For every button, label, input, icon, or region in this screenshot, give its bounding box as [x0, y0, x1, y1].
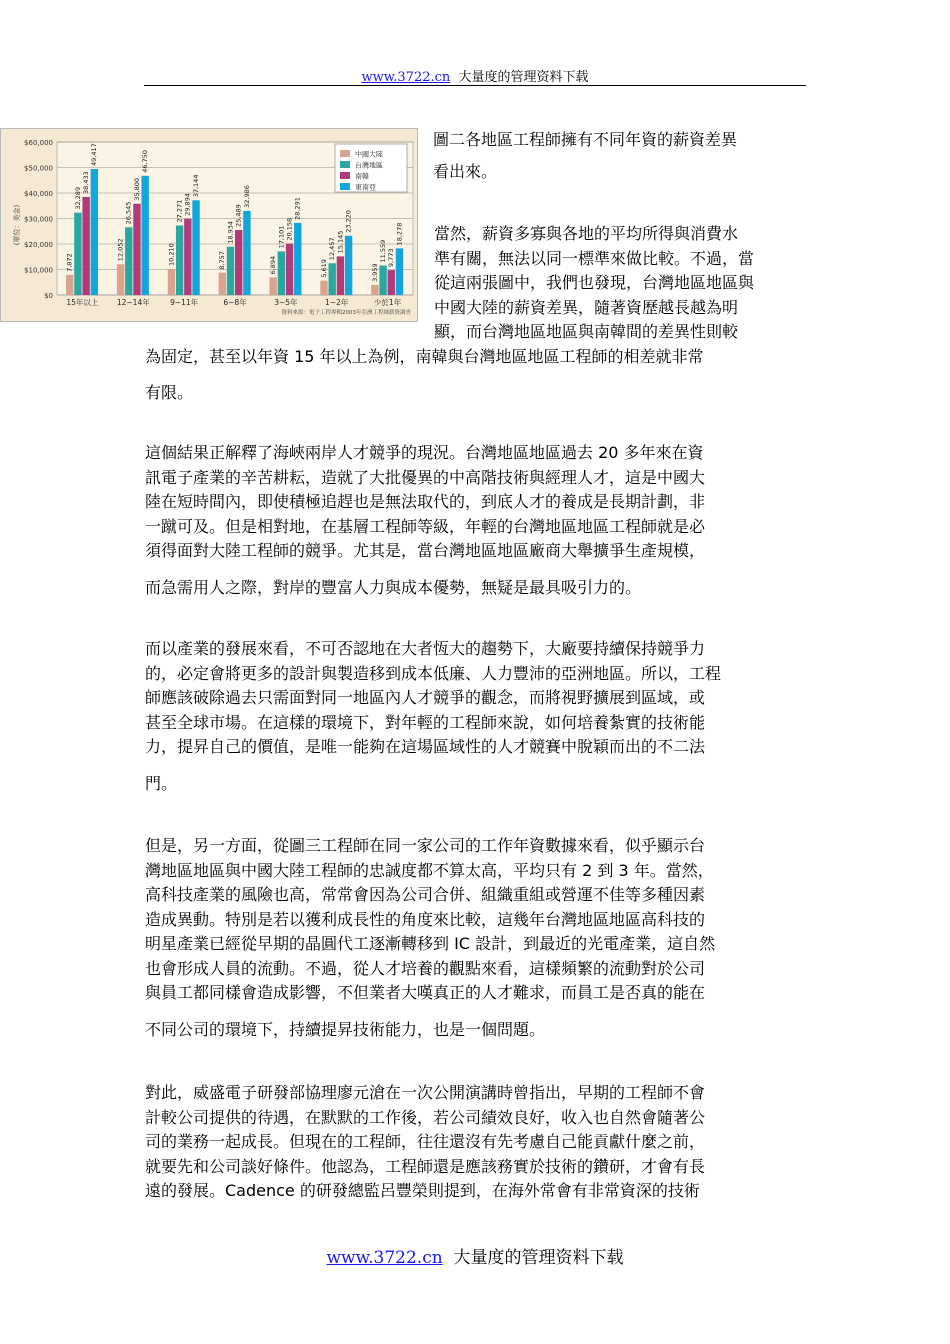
- data-label: 28,291: [293, 197, 302, 220]
- data-label: 6,894: [269, 255, 278, 275]
- data-label: 11,559: [378, 239, 387, 263]
- text-line: 力，提昇自己的價值，是唯一能夠在這場區域性的人才競賽中脫穎而出的不二法: [145, 737, 706, 756]
- legend-label: 東南亞: [355, 183, 376, 192]
- legend-swatch: [340, 172, 350, 179]
- data-label: 26,545: [124, 201, 133, 225]
- footer-text: 大量度的管理资料下载: [453, 1248, 624, 1268]
- data-label: 25,489: [234, 204, 243, 228]
- data-label: 38,433: [82, 171, 91, 194]
- x-tick-label: 12~14年: [116, 298, 150, 307]
- x-tick-label: 1~2年: [325, 298, 349, 307]
- text-line: 對此，威盛電子研發部協理廖元滄在一次公開演講時曾指出，早期的工程師不會: [145, 1083, 706, 1102]
- text-line: 這個結果正解釋了海峽兩岸人才競爭的現況。台灣地區地區過去 20 多年來在資: [145, 443, 704, 462]
- paragraph-1: [145, 222, 807, 406]
- header-text: 大量度的管理资料下载: [458, 70, 589, 85]
- page-header: [0, 66, 950, 85]
- data-label: 23,220: [344, 210, 353, 233]
- data-label: 12,457: [328, 237, 337, 261]
- data-label: 3,959: [370, 263, 379, 282]
- text-line: 而以產業的發展來看，不可否認地在大者恆大的趨勢下，大廠要持續保持競爭力: [145, 639, 706, 658]
- data-label: 18,934: [226, 220, 235, 244]
- y-axis-label: (單位：美金): [13, 204, 21, 246]
- data-label: 8,757: [218, 251, 227, 270]
- paragraph-2: [145, 441, 807, 600]
- data-label: 15,145: [336, 230, 345, 254]
- footer-link[interactable]: www.3722.cn: [326, 1248, 443, 1268]
- data-label: 18,278: [395, 222, 404, 246]
- y-tick-label: $10,000: [24, 266, 53, 275]
- data-label: 37,144: [191, 174, 200, 198]
- text-line: 顯，而台灣地區地區與南韓間的差異性則較: [434, 322, 739, 341]
- legend-label: 台灣地區: [355, 161, 383, 170]
- data-label: 20,158: [285, 217, 294, 241]
- text-line: 訊電子產業的辛苦耕耘，造就了大批優異的中高階技術與經理人才，這是中國大: [145, 467, 706, 487]
- chart-source: 資料來源：電子工程專輯2003年亞洲工程師薪資調查: [281, 310, 411, 316]
- text-line: 與員工都同樣會造成影響，不但業者大嘆真正的人才難求，而員工是否真的能在: [145, 983, 706, 1002]
- data-label: 17,101: [277, 225, 286, 249]
- text-line: 當然，薪資多寡與各地的平均所得與消費水: [434, 224, 739, 243]
- bar: [117, 264, 124, 295]
- bar: [82, 197, 89, 295]
- bar: [133, 204, 140, 295]
- bar: [125, 227, 132, 295]
- text-line: 師應該破除過去只需面對同一地區內人才競爭的觀念，而將視野擴展到區域，或: [145, 688, 706, 707]
- y-tick-label: $20,000: [24, 241, 53, 249]
- text-line: 遠的發展。Cadence 的研發總監呂豐榮則提到，在海外常會有非常資深的技術: [145, 1181, 700, 1200]
- y-tick-label: $40,000: [24, 190, 53, 198]
- data-label: 32,289: [73, 186, 82, 210]
- text-line: 一蹴可及。但是相對地，在基層工程師等級，年輕的台灣地區地區工程師就是必: [145, 516, 706, 536]
- text-line: 陸在短時間內，即使積極追趕也是無法取代的，到底人才的養成是長期計劃，非: [145, 492, 706, 511]
- text-line: 準有關，無法以同一標準來做比較。不過，當: [434, 248, 755, 268]
- data-label: 5,619: [319, 259, 328, 278]
- text-line: 高科技產業的風險也高，常常會因為公司合併、組織重組或營運不佳等多種因素: [145, 885, 706, 904]
- data-label: 9,773: [387, 248, 396, 268]
- text-line: 但是，另一方面，從圖三工程師在同一家公司的工作年資數據來看，似乎顯示台: [145, 836, 706, 855]
- data-label: 7,872: [65, 253, 74, 272]
- x-tick-label: 6~8年: [223, 298, 247, 307]
- x-tick-label: 15年以上: [66, 298, 99, 307]
- text-line: 須得面對大陸工程師的競爭。尤其是，當台灣地區地區廠商大舉擴爭生產規模，: [145, 541, 706, 560]
- data-label: 27,271: [175, 199, 184, 223]
- text-line: 中國大陸的薪資差異，隨著資歷越長越為明: [434, 297, 739, 317]
- y-tick-label: $50,000: [24, 164, 53, 173]
- y-tick-label: $0: [44, 292, 53, 300]
- text-line: 也會形成人員的流動。不過，從人才培養的觀點來看，這樣頻繁的流動對於公司: [145, 958, 706, 978]
- data-label: 32,986: [242, 185, 251, 208]
- text-line: 為固定，甚至以年資 15 年以上為例，南韓與台灣地區地區工程師的相差就非常: [145, 346, 704, 366]
- paragraph-4: [145, 834, 807, 1042]
- text-line: 灣地區地區與中國大陸工程師的忠誠度都不算太高，平均只有 2 到 3 年。當然，: [145, 860, 714, 880]
- text-line: 計較公司提供的待遇，在默默的工作後，若公司績效良好，收入也自然會隨著公: [145, 1107, 706, 1127]
- text-line: 不同公司的環境下，持續提昇技術能力，也是一個問題。: [145, 1019, 546, 1039]
- text-line: 從這兩張圖中，我們也發現，台灣地區地區與: [434, 273, 755, 292]
- x-tick-label: 3~5年: [274, 298, 298, 307]
- y-tick-label: $30,000: [24, 215, 53, 224]
- text-line: 甚至全球市場。在這樣的環境下，對年輕的工程師來說，如何培養紮實的技術能: [145, 712, 706, 732]
- text-line: 明星產業已經從早期的晶圓代工逐漸轉移到 IC 設計，到最近的光電產業，這自然: [145, 934, 716, 953]
- y-tick-label: $60,000: [24, 139, 53, 147]
- text-line: 就要先和公司談好條件。他認為，工程師還是應該務實於技術的鑽研，才會有長: [145, 1156, 706, 1176]
- x-tick-label: 少於1年: [373, 298, 402, 307]
- text-line: 司的業務一起成長。但現在的工程師，往往還沒有先考慮自己能貢獻什麼之前，: [145, 1132, 706, 1151]
- data-label: 10,210: [167, 243, 176, 266]
- data-label: 49,417: [90, 143, 99, 166]
- x-tick-label: 9~11年: [170, 298, 199, 307]
- intro-text: [433, 124, 805, 188]
- text-line: 圖二各地區工程師擁有不同年資的薪資差異: [433, 130, 738, 149]
- text-line: 門。: [145, 773, 178, 793]
- text-line: 而急需用人之際，對岸的豐富人力與成本優勢，無疑是最具吸引力的。: [145, 577, 642, 597]
- legend-swatch: [340, 150, 350, 157]
- data-label: 12,052: [116, 238, 125, 262]
- text-line: 看出來。: [433, 162, 498, 181]
- legend-label: 中國大陸: [355, 150, 383, 159]
- text-line: 的，必定會將更多的設計與製造移到成本低廉、人力豐沛的亞洲地區。所以，工程: [145, 663, 722, 683]
- text-line: 造成異動。特別是若以獲利成長性的角度來比較，這幾年台灣地區地區高科技的: [145, 909, 706, 929]
- header-rule: [144, 85, 806, 86]
- data-label: 46,750: [141, 150, 150, 173]
- paragraph-3: [145, 637, 807, 796]
- legend-label: 南韓: [355, 172, 369, 181]
- header-link[interactable]: www.3722.cn: [361, 70, 451, 85]
- data-label: 35,800: [132, 177, 141, 201]
- bar: [91, 169, 98, 295]
- page-footer: [0, 1243, 950, 1268]
- legend-swatch: [340, 183, 350, 190]
- paragraph-5: [145, 1081, 807, 1204]
- legend-swatch: [340, 161, 350, 168]
- data-label: 29,894: [183, 193, 192, 216]
- bar: [74, 213, 81, 295]
- bar: [66, 275, 73, 295]
- text-line: 有限。: [145, 383, 194, 402]
